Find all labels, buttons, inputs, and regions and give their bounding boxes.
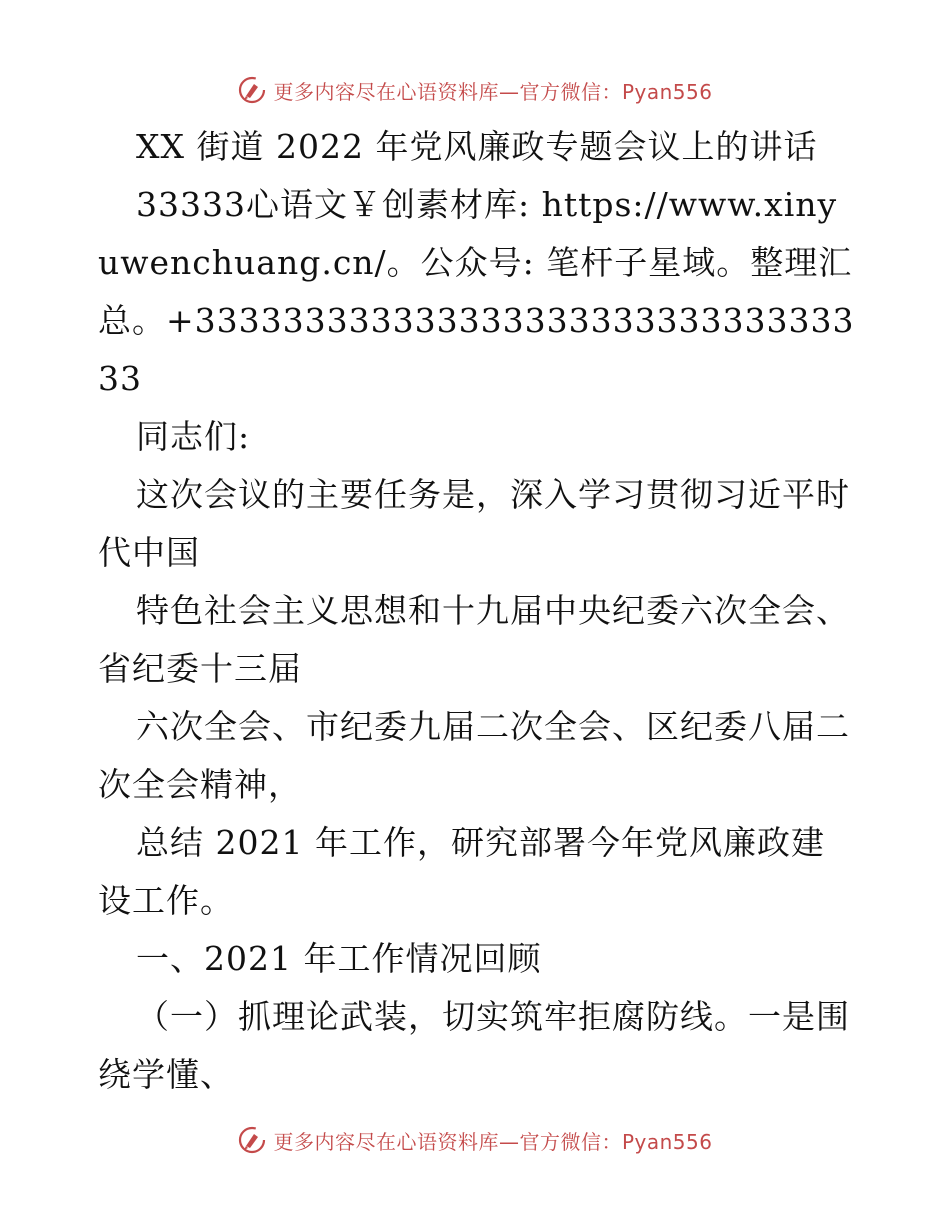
salutation: 同志们:: [136, 417, 251, 456]
header-watermark-text: 更多内容尽在心语资料库—官方微信：Pyan556: [273, 79, 713, 104]
subsection-paragraph-1: （一）抓理论武装，切实筑牢拒腐防线。一是围绕学懂、: [98, 997, 850, 1094]
document-title: XX 街道 2022 年党风廉政专题会议上的讲话: [136, 127, 818, 166]
document-body: [98, 118, 858, 1104]
body-paragraph-2: 特色社会主义思想和十九届中央纪委六次全会、省纪委十三届: [98, 591, 850, 688]
section-heading-1: 一、2021 年工作情况回顾: [136, 939, 542, 978]
header-watermark-banner: [0, 70, 950, 110]
footer-watermark-banner: [0, 1120, 950, 1160]
body-paragraph-4: 总结 2021 年工作，研究部署今年党风廉政建设工作。: [98, 823, 825, 920]
footer-watermark-text: 更多内容尽在心语资料库—官方微信：Pyan556: [273, 1129, 713, 1154]
pen-nib-logo-icon: [237, 1125, 267, 1155]
body-paragraph-1: 这次会议的主要任务是，深入学习贯彻习近平时代中国: [98, 475, 850, 572]
source-note-paragraph: 33333心语文￥创素材库: https://www.xinyuwenchuang.cn/。公众号: 笔杆子星域。整理汇总。+33333333333333333333333333333333: [98, 185, 855, 398]
body-paragraph-3: 六次全会、市纪委九届二次全会、区纪委八届二次全会精神，: [98, 707, 850, 804]
pen-nib-logo-icon: [237, 75, 267, 105]
